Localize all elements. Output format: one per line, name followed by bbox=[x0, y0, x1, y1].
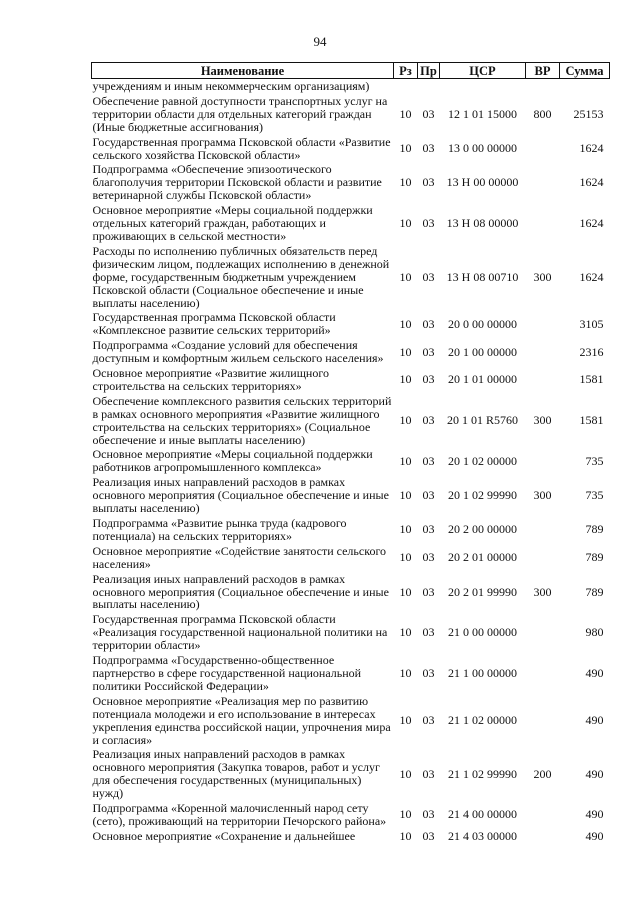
cell-rz: 10 bbox=[399, 344, 412, 359]
cell-sum: 490 bbox=[585, 665, 604, 680]
cell-sum: 3105 bbox=[579, 316, 604, 331]
cell-csr: 13 Н 00 00000 bbox=[446, 175, 519, 190]
cell-csr: 20 0 00 00000 bbox=[448, 316, 517, 331]
cell-rz: 10 bbox=[399, 453, 412, 468]
cell-sum: 789 bbox=[585, 550, 604, 565]
cell-name: Подпрограмма «Коренной малочисленный народ сету (сето), проживающий на территории Печорского района» bbox=[92, 801, 387, 828]
cell-name: Подпрограмма «Обеспечение эпизоотического благополучия территории Псковской области и развитие ветеринарной службы Псковской области» bbox=[92, 162, 382, 203]
table-row bbox=[92, 338, 610, 366]
cell-pr: 03 bbox=[422, 625, 435, 640]
cell-rz: 10 bbox=[399, 665, 412, 680]
cell-vr bbox=[526, 544, 560, 572]
cell-name: учреждениям и иным некоммерческим организациям) bbox=[92, 79, 370, 93]
cell-name: Подпрограмма «Создание условий для обеспечения доступным и комфортным жильем сельского населения» bbox=[92, 338, 384, 366]
cell-pr: 03 bbox=[422, 584, 435, 599]
table-row bbox=[92, 747, 610, 801]
cell-sum: 2316 bbox=[579, 344, 604, 359]
cell-pr: 03 bbox=[422, 175, 435, 190]
cell-sum: 1624 bbox=[579, 141, 604, 156]
table-row bbox=[92, 544, 610, 572]
cell-sum: 735 bbox=[585, 453, 604, 468]
table-row bbox=[92, 801, 610, 829]
cell-vr: 200 bbox=[533, 766, 552, 781]
cell-vr: 300 bbox=[533, 269, 552, 284]
table-row bbox=[92, 394, 610, 448]
cell-rz: 10 bbox=[399, 372, 412, 387]
cell-csr: 13 Н 08 00000 bbox=[446, 216, 519, 231]
cell-pr: 03 bbox=[422, 713, 435, 728]
cell-sum: 25153 bbox=[573, 106, 604, 121]
cell-sum: 789 bbox=[585, 584, 604, 599]
cell-rz: 10 bbox=[399, 488, 412, 503]
cell-sum: 490 bbox=[585, 807, 604, 822]
cell-pr: 03 bbox=[422, 488, 435, 503]
table-row bbox=[92, 79, 610, 94]
table-row bbox=[92, 612, 610, 653]
cell-pr: 03 bbox=[422, 766, 435, 781]
cell-rz: 10 bbox=[399, 106, 412, 121]
cell-csr: 12 1 01 15000 bbox=[448, 106, 517, 121]
cell-name: Обеспечение равной доступности транспортных услуг на территории области для отдельных категорий граждан (Иные бюджетные ассигнования) bbox=[92, 93, 388, 134]
cell-sum: 490 bbox=[585, 713, 604, 728]
cell-pr: 03 bbox=[422, 106, 435, 121]
table-row bbox=[92, 310, 610, 338]
cell-pr: 03 bbox=[422, 550, 435, 565]
table-row bbox=[92, 516, 610, 544]
cell-csr: 20 1 01 00000 bbox=[448, 372, 517, 387]
cell-sum: 1624 bbox=[579, 175, 604, 190]
cell-name: Основное мероприятие «Содействие занятости сельского населения» bbox=[92, 543, 387, 571]
cell-name: Основное мероприятие «Реализация мер по развитию потенциала молодежи и его использование в интересах укрепления единства российской нации, упрочнения мира и согласия» bbox=[92, 693, 391, 747]
cell-pr: 03 bbox=[422, 522, 435, 537]
cell-csr: 20 2 01 00000 bbox=[448, 550, 517, 565]
cell-sum: 1581 bbox=[579, 413, 604, 428]
cell-name: Государственная программа Псковской области «Реализация государственной национальной политики на территории области» bbox=[92, 612, 388, 653]
budget-table bbox=[91, 62, 610, 844]
cell-rz: 10 bbox=[399, 413, 412, 428]
cell-csr: 21 1 02 00000 bbox=[448, 713, 517, 728]
cell-name: Обеспечение комплексного развития сельских территорий в рамках основного мероприятия «Развитие жилищного строительства на сельских территориях» (Социальное обеспечение и иные выплаты населению) bbox=[92, 393, 392, 447]
table-row bbox=[92, 829, 610, 844]
cell-vr bbox=[526, 447, 560, 475]
cell-sum: 980 bbox=[585, 625, 604, 640]
table-row bbox=[92, 447, 610, 475]
cell-pr: 03 bbox=[422, 216, 435, 231]
cell-name: Государственная программа Псковской области «Развитие сельского хозяйства Псковской области» bbox=[92, 134, 391, 162]
cell-name: Подпрограмма «Развитие рынка труда (кадрового потенциала) на сельских территориях» bbox=[92, 516, 347, 543]
page-number: 94 bbox=[313, 34, 327, 49]
cell-pr: 03 bbox=[422, 807, 435, 822]
cell-name: Реализация иных направлений расходов в рамках основного мероприятия (Социальное обеспечение и иные выплаты населению) bbox=[92, 475, 389, 516]
table-row bbox=[92, 475, 610, 516]
cell-sum: 490 bbox=[585, 828, 604, 843]
cell-name: Расходы по исполнению публичных обязательств перед физическим лицом, подлежащих исполнению в денежной форме, государственным бюджетным учреждением Псковской области (Социальное обеспечение и иные выплаты населению) bbox=[92, 243, 390, 310]
cell-vr bbox=[526, 310, 560, 338]
cell-vr bbox=[526, 516, 560, 544]
cell-name: Основное мероприятие «Сохранение и дальнейшее bbox=[92, 828, 356, 843]
header-sum: Сумма bbox=[560, 63, 610, 79]
table-row bbox=[92, 135, 610, 163]
cell-csr: 20 1 00 00000 bbox=[448, 344, 517, 359]
cell-csr: 21 4 03 00000 bbox=[448, 828, 517, 843]
cell-rz: 10 bbox=[399, 316, 412, 331]
cell-csr: 20 1 02 00000 bbox=[448, 453, 517, 468]
cell-csr: 13 0 00 00000 bbox=[448, 141, 517, 156]
cell-vr bbox=[526, 203, 560, 244]
cell-name: Основное мероприятие «Меры социальной поддержки работников агропромышленного комплекса» bbox=[92, 447, 373, 475]
cell-vr bbox=[526, 162, 560, 203]
cell-name: Реализация иных направлений расходов в рамках основного мероприятия (Закупка товаров, работ и услуг для обеспечения государственных (муниципальных) нужд) bbox=[92, 747, 380, 801]
cell-rz: 10 bbox=[399, 216, 412, 231]
cell-rz bbox=[394, 79, 418, 94]
cell-vr bbox=[526, 653, 560, 694]
table-row bbox=[92, 162, 610, 203]
cell-csr bbox=[440, 79, 526, 94]
cell-sum: 735 bbox=[585, 488, 604, 503]
header-pr: Пр bbox=[418, 63, 440, 79]
cell-rz: 10 bbox=[399, 828, 412, 843]
header-csr: ЦСР bbox=[440, 63, 526, 79]
cell-csr: 20 2 00 00000 bbox=[448, 522, 517, 537]
cell-csr: 21 0 00 00000 bbox=[448, 625, 517, 640]
table-header-row bbox=[92, 63, 610, 79]
cell-vr bbox=[526, 338, 560, 366]
cell-rz: 10 bbox=[399, 766, 412, 781]
cell-rz: 10 bbox=[399, 807, 412, 822]
cell-rz: 10 bbox=[399, 175, 412, 190]
cell-name: Подпрограмма «Государственно-общественное партнерство в сфере государственной национальной политики Российской Федерации» bbox=[92, 653, 362, 693]
header-name: Наименование bbox=[92, 63, 394, 79]
cell-rz: 10 bbox=[399, 141, 412, 156]
cell-rz: 10 bbox=[399, 522, 412, 537]
cell-rz: 10 bbox=[399, 584, 412, 599]
table-row bbox=[92, 572, 610, 613]
cell-vr: 300 bbox=[533, 413, 552, 428]
cell-vr bbox=[526, 366, 560, 394]
cell-name: Основное мероприятие «Развитие жилищного строительства на сельских территориях» bbox=[92, 366, 329, 393]
cell-sum: 1581 bbox=[579, 372, 604, 387]
cell-vr bbox=[526, 135, 560, 163]
cell-vr: 300 bbox=[533, 488, 552, 503]
cell-name: Государственная программа Псковской области «Комплексное развитие сельских территорий» bbox=[92, 310, 336, 338]
cell-csr: 13 Н 08 00710 bbox=[446, 269, 519, 284]
cell-pr: 03 bbox=[422, 828, 435, 843]
cell-pr: 03 bbox=[422, 141, 435, 156]
cell-vr: 300 bbox=[533, 584, 552, 599]
cell-pr: 03 bbox=[422, 269, 435, 284]
cell-pr: 03 bbox=[422, 316, 435, 331]
table-row bbox=[92, 94, 610, 135]
cell-sum: 490 bbox=[585, 766, 604, 781]
cell-pr: 03 bbox=[422, 665, 435, 680]
cell-vr bbox=[526, 829, 560, 844]
cell-vr bbox=[526, 801, 560, 829]
table-row bbox=[92, 244, 610, 311]
cell-rz: 10 bbox=[399, 713, 412, 728]
cell-sum: 1624 bbox=[579, 216, 604, 231]
cell-pr bbox=[418, 79, 440, 94]
table-row bbox=[92, 203, 610, 244]
cell-sum: 1624 bbox=[579, 269, 604, 284]
cell-sum: 789 bbox=[585, 522, 604, 537]
cell-vr bbox=[526, 694, 560, 748]
cell-rz: 10 bbox=[399, 550, 412, 565]
table-row bbox=[92, 366, 610, 394]
cell-csr: 21 1 00 00000 bbox=[448, 665, 517, 680]
cell-csr: 20 1 01 R5760 bbox=[446, 413, 518, 428]
header-vr: ВР bbox=[526, 63, 560, 79]
cell-pr: 03 bbox=[422, 344, 435, 359]
cell-vr: 800 bbox=[533, 106, 552, 121]
cell-pr: 03 bbox=[422, 413, 435, 428]
cell-rz: 10 bbox=[399, 269, 412, 284]
cell-name: Реализация иных направлений расходов в рамках основного мероприятия (Социальное обеспечение и иные выплаты населению) bbox=[92, 571, 389, 612]
table-row bbox=[92, 653, 610, 694]
cell-csr: 21 4 00 00000 bbox=[448, 807, 517, 822]
cell-csr: 21 1 02 99990 bbox=[448, 766, 517, 781]
cell-name: Основное мероприятие «Меры социальной поддержки отдельных категорий граждан, работающих и проживающих в сельской местности» bbox=[92, 203, 373, 243]
cell-vr bbox=[526, 612, 560, 653]
cell-pr: 03 bbox=[422, 453, 435, 468]
cell-sum bbox=[560, 79, 610, 94]
header-rz: Рз bbox=[394, 63, 418, 79]
cell-rz: 10 bbox=[399, 625, 412, 640]
cell-vr bbox=[526, 79, 560, 94]
table-row bbox=[92, 694, 610, 748]
cell-pr: 03 bbox=[422, 372, 435, 387]
cell-csr: 20 1 02 99990 bbox=[448, 488, 517, 503]
cell-csr: 20 2 01 99990 bbox=[448, 584, 517, 599]
